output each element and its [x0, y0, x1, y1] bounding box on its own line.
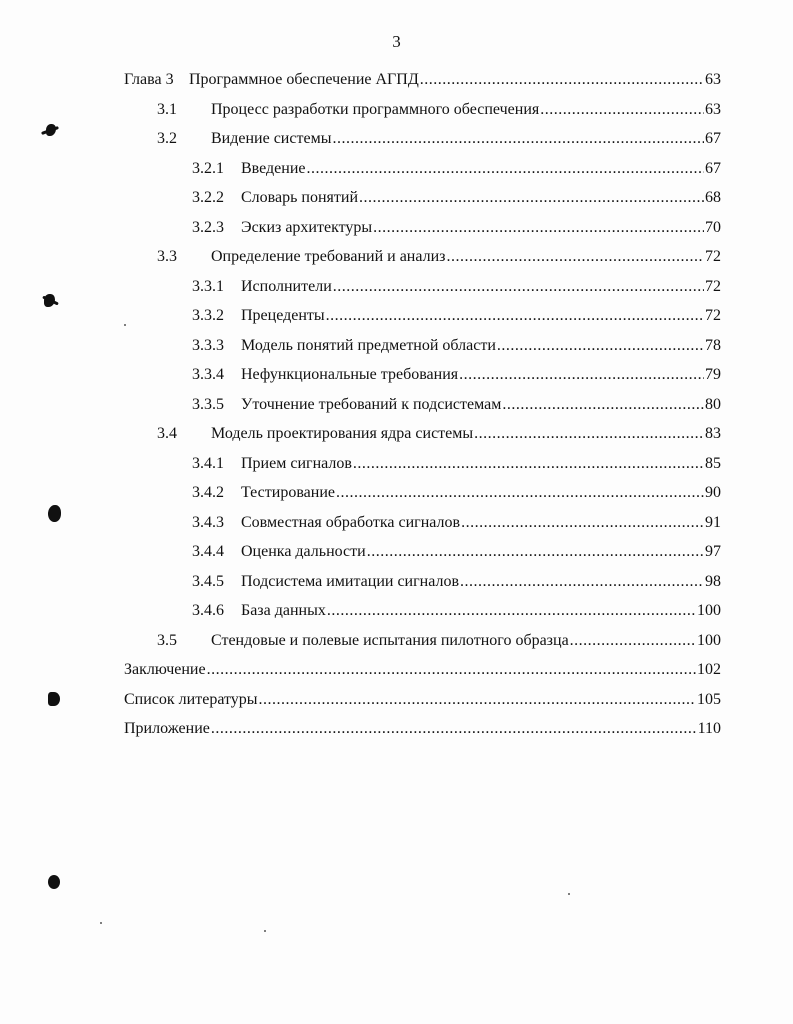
- toc-entry-title: Уточнение требований к подсистемам: [241, 395, 502, 413]
- toc-entry-line: [241, 600, 721, 622]
- toc-entry-page: 63: [705, 100, 721, 118]
- toc-entry: [0, 423, 793, 445]
- toc-entry-number: 3.1: [157, 100, 177, 118]
- toc-entry-title: Видение системы: [211, 130, 332, 147]
- toc-entry-title: Прием сигналов: [241, 454, 352, 472]
- toc-entry-page: 72: [705, 307, 721, 324]
- toc-entry-number: 3.4.4: [192, 543, 224, 560]
- toc-entry: [0, 659, 793, 681]
- toc-entry-line: [241, 453, 721, 475]
- toc-entry-title: Прецеденты: [241, 307, 325, 324]
- toc-entry-line: [241, 335, 721, 357]
- toc-entry-number: 3.4: [157, 425, 177, 442]
- toc-entry: [0, 453, 793, 475]
- toc-dot-leader: [207, 659, 696, 681]
- toc-entry-line: [241, 541, 721, 563]
- toc-dot-leader: [460, 571, 704, 593]
- toc-entry-number: 3.3.2: [192, 307, 224, 324]
- toc-entry-number: 3.2.2: [192, 189, 224, 206]
- toc-entry: [0, 99, 793, 121]
- toc-entry-page: 79: [705, 366, 721, 383]
- toc-dot-leader: [373, 217, 704, 239]
- toc-entry-title: Словарь понятий: [241, 189, 358, 206]
- toc-entry: [0, 600, 793, 622]
- toc-entry: [0, 571, 793, 593]
- toc-dot-leader: [540, 99, 704, 121]
- scan-speck: [568, 893, 570, 895]
- scan-speck: [100, 922, 102, 924]
- toc-entry-title: Эскиз архитектуры: [241, 218, 373, 236]
- toc-entry-number: 3.4.5: [192, 572, 224, 590]
- toc-entry-number: 3.4.6: [192, 602, 224, 619]
- toc-entry-page: 102: [697, 661, 721, 678]
- toc-entry-line: [211, 99, 721, 121]
- toc-dot-leader: [570, 630, 696, 652]
- toc-dot-leader: [332, 128, 704, 150]
- toc-entry-line: [241, 187, 721, 209]
- toc-entry: [0, 158, 793, 180]
- toc-entry-number: 3.4.1: [192, 454, 224, 472]
- toc-dot-leader: [353, 453, 704, 475]
- toc-entry-title: Приложение: [124, 720, 210, 737]
- toc-entry: [0, 512, 793, 534]
- toc-entry-title: Оценка дальности: [241, 543, 366, 560]
- toc-entry-page: 70: [705, 218, 721, 236]
- toc-entry: [0, 394, 793, 416]
- toc-entry-page: 67: [705, 130, 721, 147]
- toc-entry-title: Определение требований и анализ: [211, 248, 446, 265]
- toc-entry-page: 91: [705, 513, 721, 531]
- scan-speck: [264, 930, 266, 932]
- toc-entry: [0, 630, 793, 652]
- toc-entry-line: [211, 630, 721, 652]
- toc-entry-number: Глава 3: [124, 71, 174, 88]
- toc-entry-line: [241, 364, 721, 386]
- toc-dot-leader: [497, 335, 704, 357]
- toc-entry-title: Список литературы: [124, 690, 258, 708]
- scan-speck: [124, 324, 126, 326]
- toc-entry-title: Модель понятий предметной области: [241, 336, 496, 354]
- toc-entry-line: [124, 689, 721, 711]
- toc-entry-title: Совместная обработка сигналов: [241, 513, 461, 531]
- toc-entry-page: 72: [705, 277, 721, 295]
- toc-dot-leader: [211, 718, 697, 740]
- toc-entry: [0, 482, 793, 504]
- toc-entry-page: 98: [705, 572, 721, 590]
- toc-entry-title: Программное обеспечение АГПД: [189, 71, 419, 88]
- toc-entry-page: 97: [705, 543, 721, 560]
- toc-entry: [0, 246, 793, 268]
- toc-entry-line: [124, 718, 721, 740]
- toc-entry-line: [211, 423, 721, 445]
- toc-entry-number: 3.5: [157, 631, 177, 649]
- toc-entry-title: Заключение: [124, 661, 206, 678]
- toc-entry-title: Введение: [241, 159, 306, 177]
- toc-entry: [0, 217, 793, 239]
- toc-entry-number: 3.3.4: [192, 366, 224, 383]
- toc-entry-number: 3.4.3: [192, 513, 224, 531]
- toc-dot-leader: [474, 423, 704, 445]
- toc-dot-leader: [459, 364, 704, 386]
- toc-entry-line: [211, 246, 721, 268]
- toc-entry-title: Подсистема имитации сигналов: [241, 572, 460, 590]
- toc-entry-number: 3.2.3: [192, 218, 224, 236]
- toc-entry: [0, 689, 793, 711]
- toc-entry-page: 72: [705, 248, 721, 265]
- toc-entry-line: [241, 394, 721, 416]
- page-number: 3: [392, 32, 401, 51]
- toc-entry-title: Модель проектирования ядра системы: [211, 425, 474, 442]
- toc-dot-leader: [502, 394, 704, 416]
- toc-entry-number: 3.3: [157, 248, 177, 265]
- toc-entry: [0, 128, 793, 150]
- toc-entry-page: 100: [697, 602, 721, 619]
- toc-dot-leader: [461, 512, 704, 534]
- toc-entry: [0, 69, 793, 91]
- punch-mark: [48, 692, 60, 706]
- toc-entry-line: [241, 512, 721, 534]
- toc-entry-line: [124, 659, 721, 681]
- toc-entry: [0, 718, 793, 740]
- toc-entry: [0, 187, 793, 209]
- toc-dot-leader: [307, 158, 705, 180]
- toc-dot-leader: [336, 482, 704, 504]
- toc-entry-page: 80: [705, 395, 721, 413]
- toc-entry-number: 3.2: [157, 130, 177, 147]
- toc-dot-leader: [446, 246, 704, 268]
- toc-entry: [0, 276, 793, 298]
- toc-entry-page: 110: [697, 720, 721, 737]
- toc-dot-leader: [327, 600, 696, 622]
- toc-entry-page: 63: [705, 71, 721, 88]
- toc-entry-title: База данных: [241, 602, 326, 619]
- toc-entry-title: Тестирование: [241, 484, 335, 501]
- toc-entry: [0, 541, 793, 563]
- toc-entry-number: 3.3.1: [192, 277, 224, 295]
- toc-entry-page: 83: [705, 425, 721, 442]
- toc-entry-page: 105: [697, 690, 721, 708]
- toc-dot-leader: [333, 276, 704, 298]
- toc-entry: [0, 364, 793, 386]
- toc-entry-line: [211, 128, 721, 150]
- toc-entry-page: 85: [705, 454, 721, 472]
- toc-dot-leader: [367, 541, 704, 563]
- toc-entry-line: [241, 571, 721, 593]
- toc-entry-line: [241, 217, 721, 239]
- punch-mark: [48, 875, 60, 889]
- toc-entry-number: 3.3.5: [192, 395, 224, 413]
- toc-entry-number: 3.4.2: [192, 484, 224, 501]
- toc-entry-title: Нефункциональные требования: [241, 366, 459, 383]
- toc-dot-leader: [326, 305, 704, 327]
- toc-dot-leader: [359, 187, 704, 209]
- toc-entry-number: 3.3.3: [192, 336, 224, 354]
- toc-entry-line: [241, 276, 721, 298]
- toc-dot-leader: [420, 69, 704, 91]
- toc-entry-page: 78: [705, 336, 721, 354]
- toc-entry-line: [241, 158, 721, 180]
- toc-entry-page: 90: [705, 484, 721, 501]
- toc-entry-line: [241, 482, 721, 504]
- toc-entry-page: 67: [705, 159, 721, 177]
- toc-entry-title: Исполнители: [241, 277, 332, 295]
- toc-entry-page: 100: [697, 631, 721, 649]
- toc-entry-title: Стендовые и полевые испытания пилотного образца: [211, 631, 569, 649]
- toc-entry-page: 68: [705, 189, 721, 206]
- toc-entry-title: Процесс разработки программного обеспечения: [211, 100, 540, 118]
- toc-entry-number: 3.2.1: [192, 159, 224, 177]
- punch-mark: [48, 505, 61, 522]
- toc-dot-leader: [259, 689, 696, 711]
- toc-entry: [0, 305, 793, 327]
- toc-entry-line: [241, 305, 721, 327]
- toc-entry: [0, 335, 793, 357]
- toc-entry-line: [189, 69, 721, 91]
